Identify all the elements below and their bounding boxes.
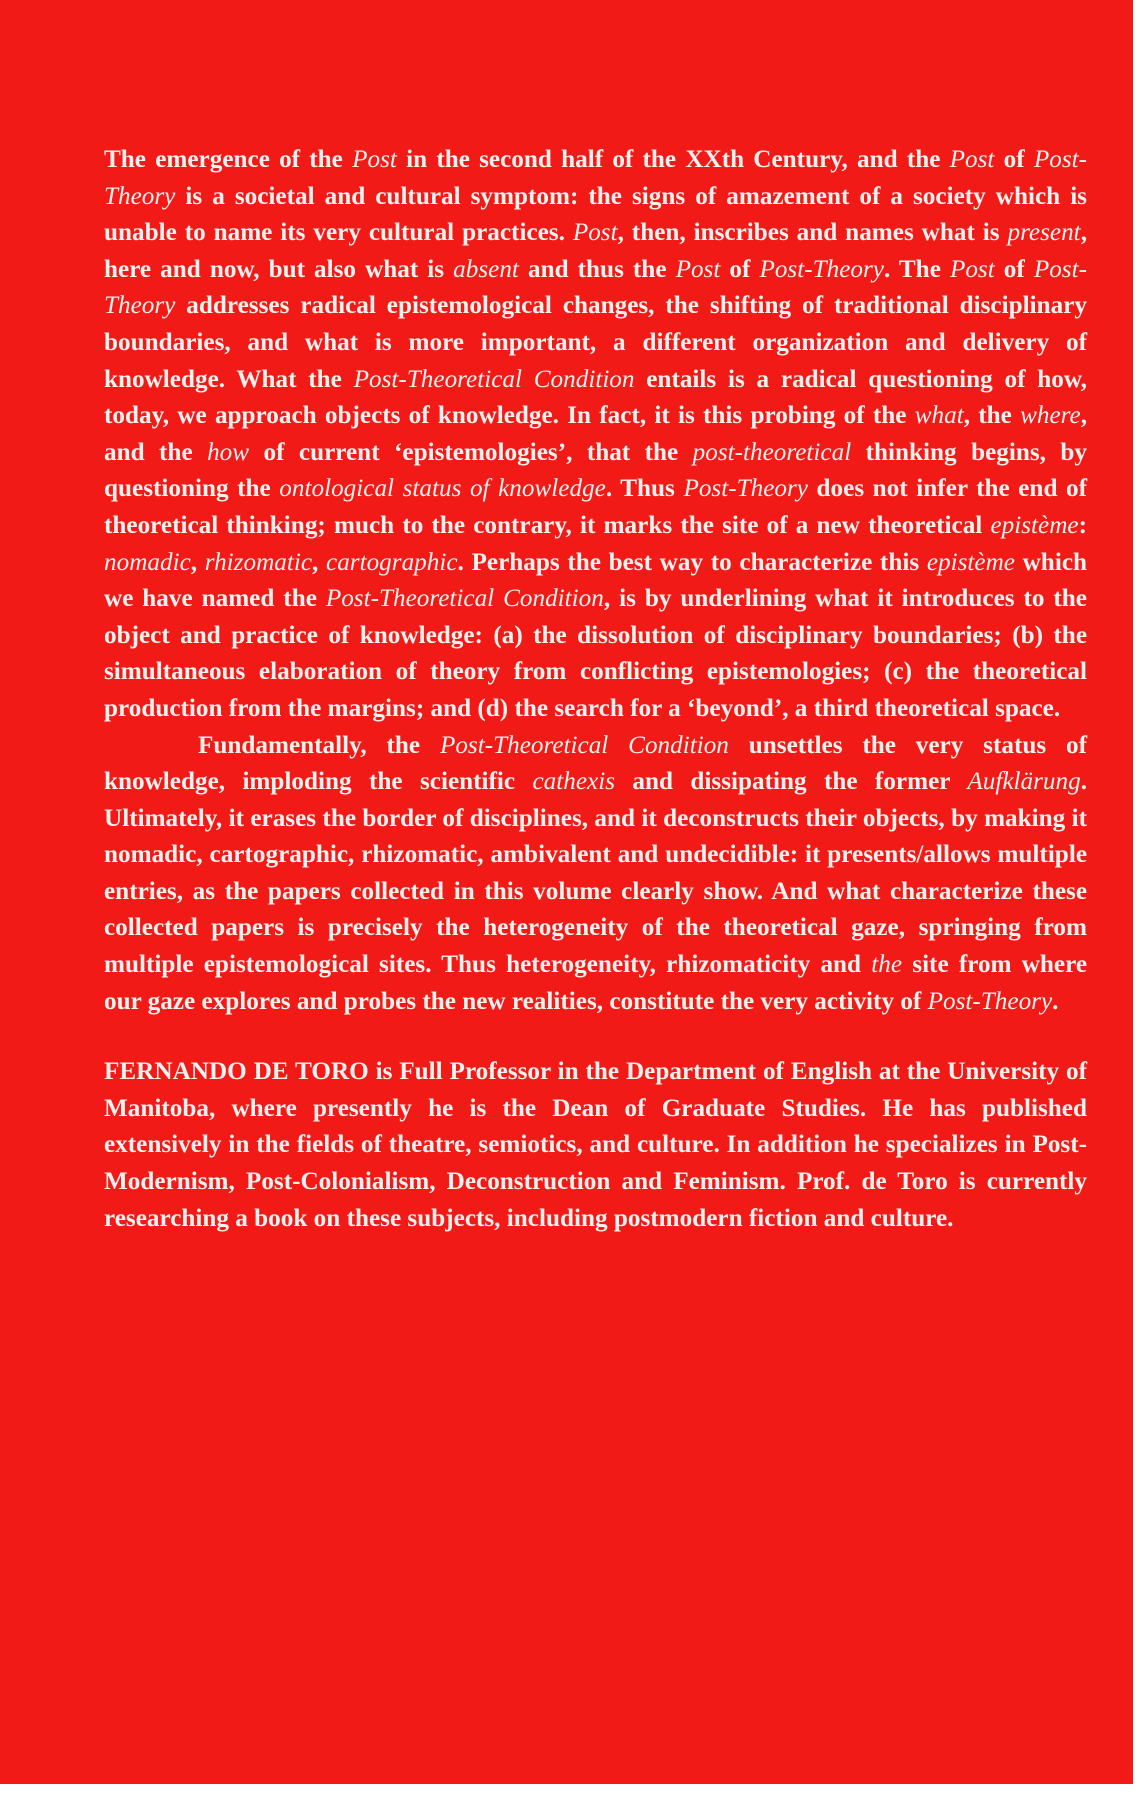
cover-text-block: [104, 142, 1087, 1237]
author-bio: FERNANDO DE TORO is Full Professor in the Department of English at the University of Manitoba, where presently he is the Dean of Graduate Studies. He has published extensively in the fields of theatre, semiotics, and culture. In addition he specializes in Post-Modernism, Post-Colonialism, Deconstruction and Feminism. Prof. de Toro is currently researching a book on these subjects, including postmodern fiction and culture.: [104, 1058, 1087, 1232]
blurb-paragraph-1: The emergence of the Post in the second half of the XXth Century, and the Post of Post-Theory is a societal and cultural symptom: the signs of amazement of a society which is unable to name its very cultural practices. Post, then, inscribes and names what is present, here and now, but also what is absent and thus the Post of Post-Theory. The Post of Post-Theory addresses radical epistemological changes, the shifting of traditional disciplinary boundaries, and what is more important, a different organization and delivery of knowledge. What the Post-Theoretical Condition entails is a radical questioning of how, today, we approach objects of knowledge. In fact, it is this probing of the what, the where, and the how of current ‘epistemologies’, that the post-theoretical thinking begins, by questioning the ontological status of knowledge. Thus Post-Theory does not infer the end of theoretical thinking; much to the contrary, it marks the site of a new theoretical epistème: nomadic, rhizomatic, cartographic. Perhaps the best way to characterize this epistème which we have named the Post-Theoretical Condition, is by underlining what it introduces to the object and practice of knowledge: (a) the dissolution of disciplinary boundaries; (b) the simultaneous elaboration of theory from conflicting epistemologies; (c) the theoretical production from the margins; and (d) the search for a ‘beyond’, a third theoretical space.: [104, 146, 1088, 722]
blurb-paragraph-2: Fundamentally, the Post-Theoretical Condition unsettles the very status of knowledge, imploding the scientific cathexis and dissipating the former Aufklärung. Ultimately, it erases the border of disciplines, and it deconstructs their objects, by making it nomadic, cartographic, rhizomatic, ambivalent and undecidible: it presents/allows multiple entries, as the papers collected in this volume clearly show. And what characterize these collected papers is precisely the heterogeneity of the theoretical gaze, springing from multiple epistemological sites. Thus heterogeneity, rhizomaticity and the site from where our gaze explores and probes the new realities, constitute the very activity of Post-Theory.: [104, 731, 1088, 1015]
